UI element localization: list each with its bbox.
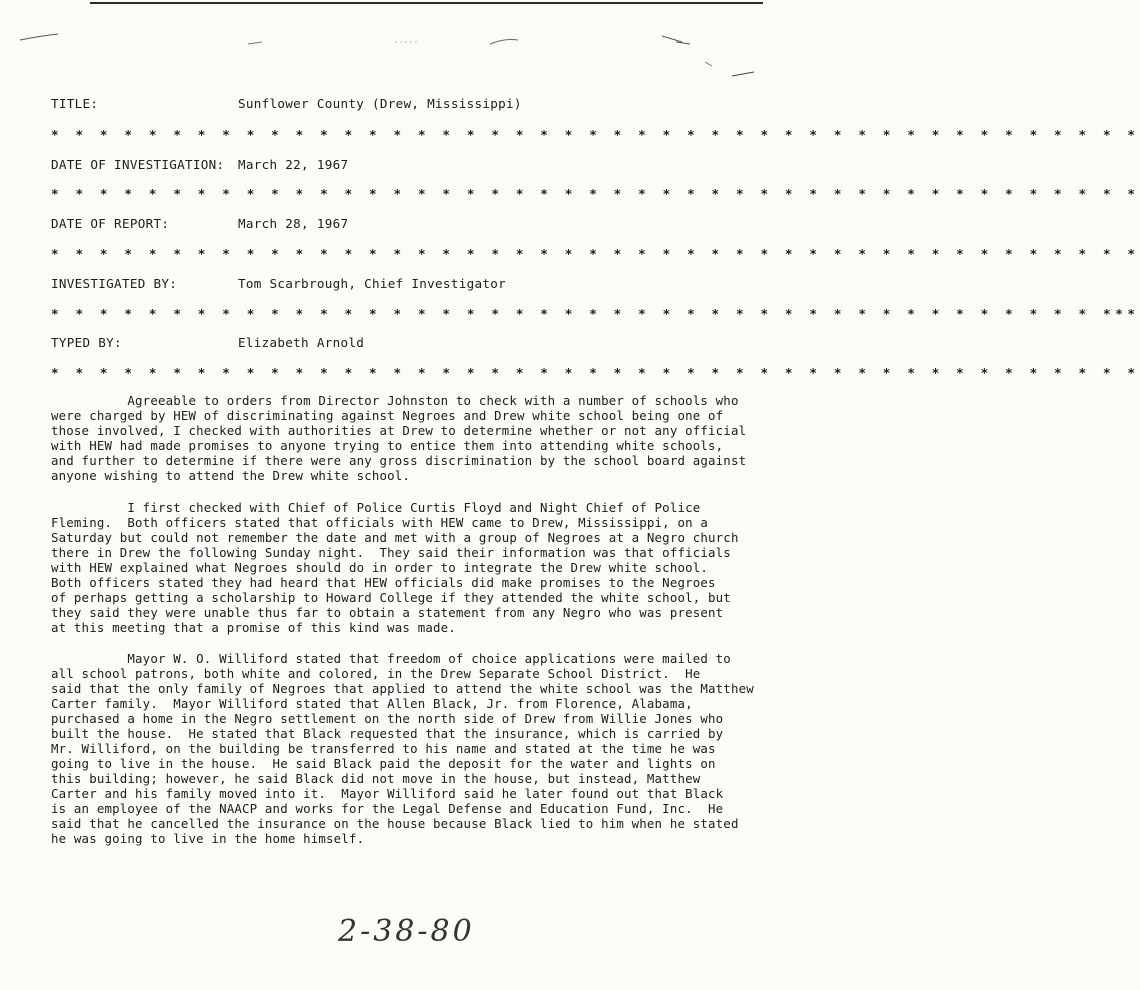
title-label: TITLE: — [51, 96, 99, 111]
text-line: anyone wishing to attend the Drew white school. — [51, 468, 411, 483]
separator-line: * * * * * * * * * * * * * * * * * * * * * * * * * * * * * * * * * * * * * * * * * * * * * — [51, 365, 1140, 380]
text-line: said that he cancelled the insurance on the house because Black lied to him when he stated — [51, 816, 739, 831]
text-line: all school patrons, both white and colored, in the Drew Separate School District. He — [51, 666, 701, 681]
text-line: at this meeting that a promise of this kind was made. — [51, 620, 456, 635]
investigation-date-value: March 22, 1967 — [238, 157, 349, 172]
text-line: were charged by HEW of discriminating against Negroes and Drew white school being one of — [51, 408, 724, 423]
text-line: this building; however, he said Black did not move in the house, but instead, Matthew — [51, 771, 701, 786]
text-line: purchased a home in the Negro settlement on the north side of Drew from Willie Jones who — [51, 711, 724, 726]
text-line: Carter family. Mayor Williford stated that Allen Black, Jr. from Florence, Alabama, — [51, 696, 693, 711]
text-line: of perhaps getting a scholarship to Howard College if they attended the white school, but — [51, 590, 731, 605]
text-line: Carter and his family moved into it. Mayor Williford said he later found out that Black — [51, 786, 724, 801]
report-date-label: DATE OF REPORT: — [51, 216, 170, 231]
text-line: Fleming. Both officers stated that officials with HEW came to Drew, Mississippi, on a — [51, 515, 709, 530]
text-line: they said they were unable thus far to obtain a statement from any Negro who was present — [51, 605, 724, 620]
text-line: and further to determine if there were any gross discrimination by the school board against — [51, 453, 747, 468]
report-date-value: March 28, 1967 — [238, 216, 349, 231]
text-line: there in Drew the following Sunday night. They said their information was that officials — [51, 545, 731, 560]
text-line: Both officers stated they had heard that HEW officials did make promises to the Negroes — [51, 575, 716, 590]
text-line: he was going to live in the home himself. — [51, 831, 365, 846]
investigator-label: INVESTIGATED BY: — [51, 276, 178, 291]
paragraph-mayor — [51, 651, 754, 846]
separator-line: * * * * * * * * * * * * * * * * * * * * * * * * * * * * * * * * * * * * * * * * * * * * * — [51, 246, 1140, 261]
text-line: said that the only family of Negroes that applied to attend the white school was the Matthew — [51, 681, 754, 696]
title-value: Sunflower County (Drew, Mississippi) — [238, 96, 522, 111]
text-line: with HEW explained what Negroes should do in order to integrate the Drew white school. — [51, 560, 709, 575]
text-line: built the house. He stated that Black requested that the insurance, which is carried by — [51, 726, 724, 741]
separator-line: * * * * * * * * * * * * * * * * * * * * * * * * * * * * * * * * * * * * * * * * * * * * * — [51, 186, 1140, 201]
typist-value: Elizabeth Arnold — [238, 335, 365, 350]
handwritten-page-number: 2-38-80 — [338, 914, 475, 949]
text-line: Mayor W. O. Williford stated that freedom of choice applications were mailed to — [51, 651, 731, 666]
typist-label: TYPED BY: — [51, 335, 122, 350]
paragraph-orders — [51, 393, 751, 483]
text-line: those involved, I checked with authorities at Drew to determine whether or not any official — [51, 423, 747, 438]
text-line: is an employee of the NAACP and works for the Legal Defense and Education Fund, Inc. He — [51, 801, 724, 816]
paragraph-police — [51, 500, 751, 635]
text-line: Saturday but could not remember the date and met with a group of Negroes at a Negro church — [51, 530, 739, 545]
text-line: Mr. Williford, on the building be transferred to his name and stated at the time he was — [51, 741, 716, 756]
text-line: I first checked with Chief of Police Curtis Floyd and Night Chief of Police — [51, 500, 701, 515]
investigator-value: Tom Scarbrough, Chief Investigator — [238, 276, 506, 291]
separator-line: * * * * * * * * * * * * * * * * * * * * * * * * * * * * * * * * * * * * * * * * * * * *** — [51, 306, 1140, 321]
text-line: with HEW had made promises to anyone trying to entice them into attending white schools, — [51, 438, 724, 453]
separator-line: * * * * * * * * * * * * * * * * * * * * * * * * * * * * * * * * * * * * * * * * * * * * * — [51, 127, 1140, 142]
investigation-date-label: DATE OF INVESTIGATION: — [51, 157, 225, 172]
text-line: going to live in the house. He said Black paid the deposit for the water and lights on — [51, 756, 716, 771]
text-line: Agreeable to orders from Director Johnston to check with a number of schools who — [51, 393, 739, 408]
